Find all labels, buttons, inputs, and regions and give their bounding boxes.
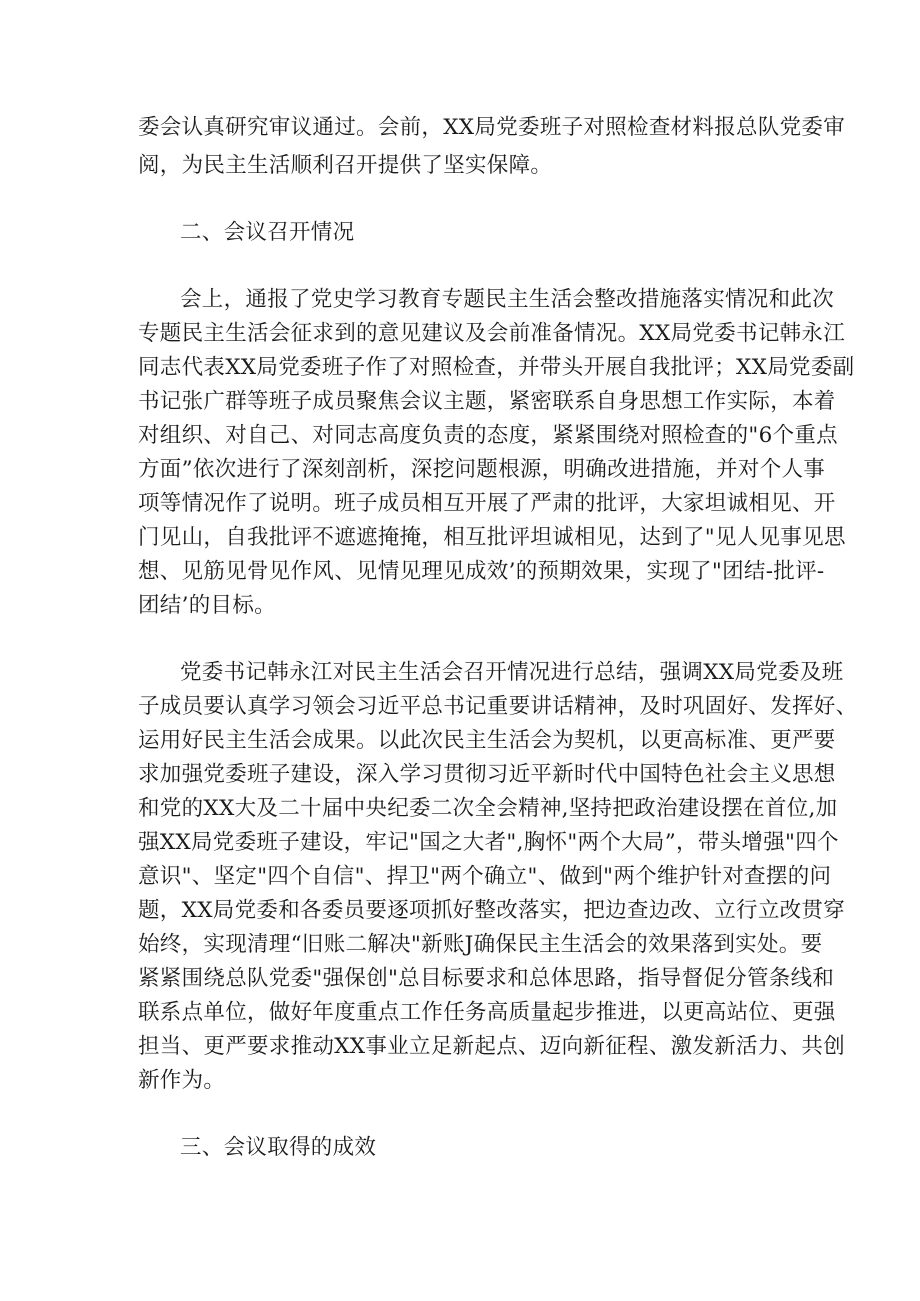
meeting-line-1: 会上，通报了党史学习教育专题民主生活会整改措施落实情况和此次: [180, 287, 835, 312]
meeting-line-6: 方面”依次进行了深刻剖析，深挖问题根源，明确改进措施，并对个人事: [138, 457, 826, 482]
summary-line-9: 始终，实现清理“旧账二解决"新账J确保民主生活会的效果落到实处。要: [138, 932, 823, 957]
section-three-heading: 三、会议取得的成效: [180, 1135, 377, 1160]
summary-line-13: 新作为。: [138, 1068, 226, 1093]
meeting-line-5: 对组织、对自己、对同志高度负责的态度，紧紧围绕对照检查的"6个重点: [138, 423, 838, 448]
summary-line-12: 担当、更严要求推动XX事业立足新起点、迈向新征程、激发新活力、共创: [138, 1034, 846, 1059]
meeting-line-9: 想、见筋见骨见作风、见情见理见成效’的预期效果，实现了"团结-批评-: [138, 559, 825, 584]
summary-line-3: 运用好民主生活会成果。以此次民主生活会为契机，以更高标准、更严要: [138, 728, 836, 753]
intro-line-2: 阅，为民主生活顺利召开提供了坚实保障。: [138, 153, 553, 178]
meeting-line-4: 书记张广群等班子成员聚焦会议主题，紧密联系自身思想工作实际，本着: [138, 389, 836, 414]
summary-line-7: 意识"、坚定"四个自信"、捍卫"两个确立"、做到"两个维护针对查摆的问: [138, 864, 832, 889]
meeting-line-2: 专题民主生活会征求到的意见建议及会前准备情况。XX局党委书记韩永江: [138, 321, 846, 346]
summary-line-6: 强XX局党委班子建设，牢记"国之大者",胸怀"两个大局”，带头增强"四个: [138, 830, 839, 855]
meeting-line-8: 门见山，自我批评不遮遮掩掩，相互批评坦诚相见，达到了"见人见事见思: [138, 525, 846, 550]
summary-line-11: 联系点单位，做好年度重点工作任务高质量起步推进，以更高站位、更强: [138, 1000, 836, 1025]
section-two-heading: 二、会议召开情况: [180, 220, 355, 245]
summary-line-10: 紧紧围绕总队党委"强保创"总目标要求和总体思路，指导督促分管条线和: [138, 966, 835, 991]
meeting-line-3: 同志代表XX局党委班子作了对照检查，并带头开展自我批评；XX局党委副: [138, 355, 855, 380]
meeting-line-10: 团结’的目标。: [138, 593, 276, 618]
summary-line-1: 党委书记韩永江对民主生活会召开情况进行总结，强调XX局党委及班: [180, 660, 844, 685]
summary-line-5: 和党的XX大及二十届中央纪委二次全会精神,坚持把政治建设摆在首位,加: [138, 796, 838, 821]
summary-line-4: 求加强党委班子建设，深入学习贯彻习近平新时代中国特色社会主义思想: [138, 762, 836, 787]
meeting-line-7: 项等情况作了说明。班子成员相互开展了严肃的批评，大家坦诚相见、开: [138, 491, 836, 516]
summary-line-2: 子成员要认真学习领会习近平总书记重要讲话精神，及时巩固好、发挥好、: [138, 694, 858, 719]
summary-line-8: 题，XX局党委和各委员要逐项抓好整改落实，把边查边改、立行立改贯穿: [138, 898, 846, 923]
intro-line-1: 委会认真研究审议通过。会前，XX局党委班子对照检查材料报总队党委审: [138, 115, 846, 140]
